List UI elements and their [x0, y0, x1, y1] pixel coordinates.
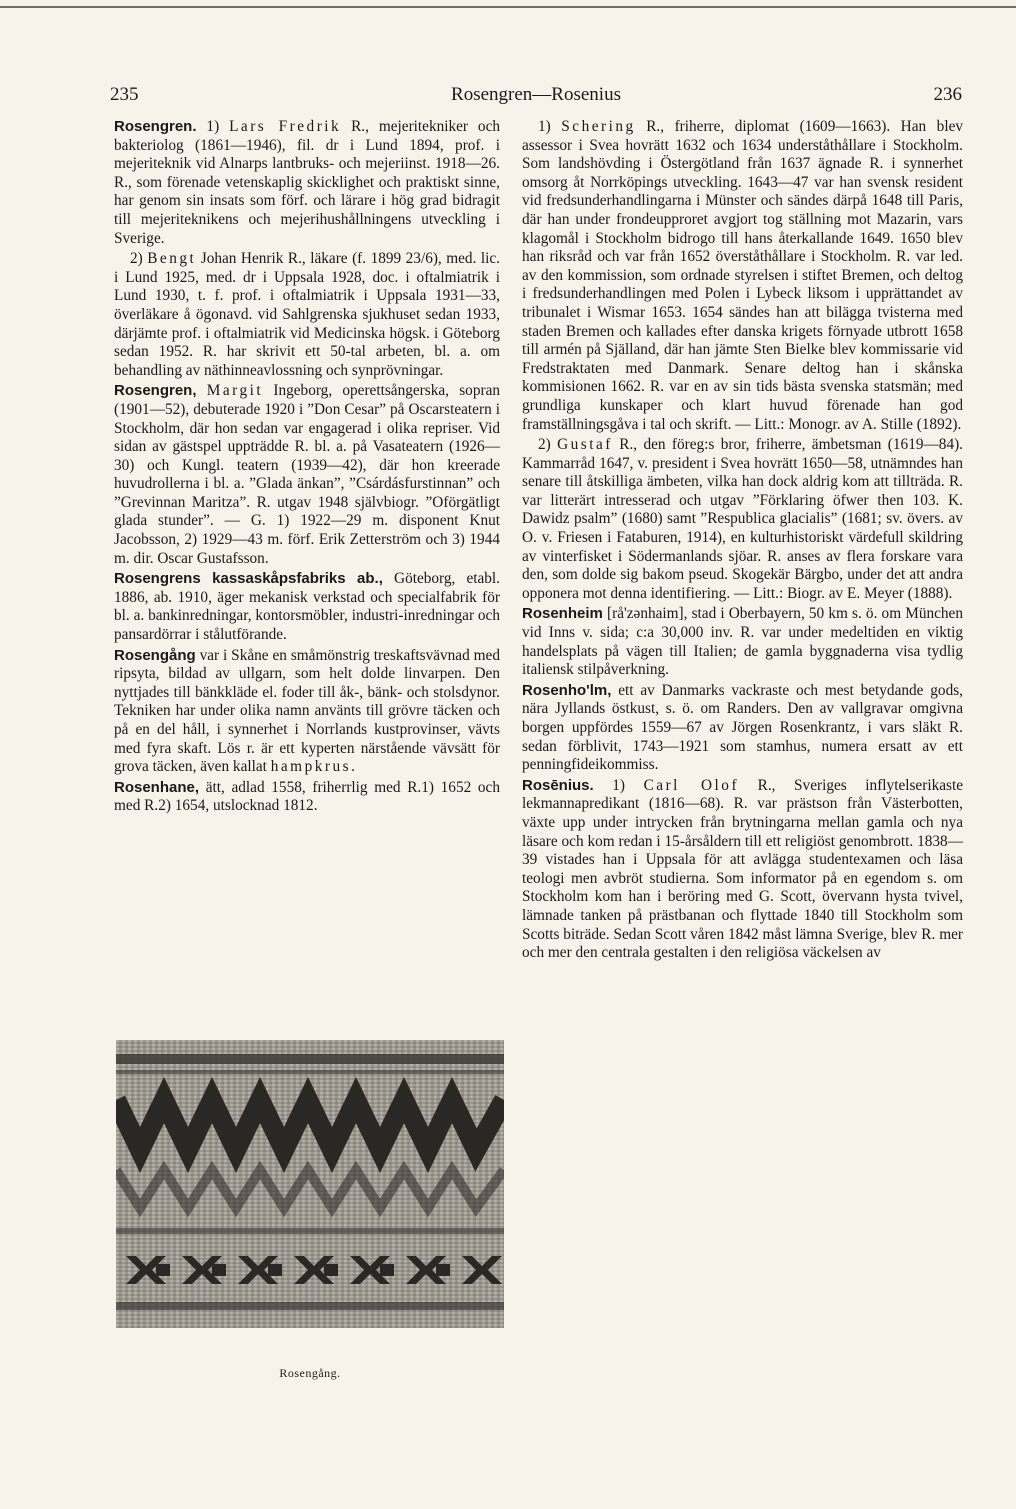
headword: Rosenho'lm,	[522, 681, 612, 699]
page-number-right: 236	[933, 84, 962, 105]
figure-caption: Rosengång.	[279, 1366, 341, 1380]
spaced-name: Bengt	[147, 250, 197, 268]
entry-rosengren-lars: Rosengren. 1) Lars Fredrik R., mejeritekniker och bakteriolog (1861—1946), fil. dr i Lund 1894, prof. i mejeriteknik vid Alnarps lantbruks- och mejeriinst. 1918—26. R., som förenade vetenskaplig skicklighet och praktiskt sinne, har genom sin insats som förf. och lärare i hög grad bidragit till mejeriteknikens och mejerihushållningens utveckling i Sverige.	[114, 118, 501, 247]
entry-rosenius: Rosēnius. 1) Carl Olof R., Sveriges inflytelserikaste lekmannapredikant (1816—68). R. var prästson från Västerbotten, växte upp under intrycken från brytningarna mellan gamla och nya läsare och kom redan i 15-årsåldern till ett religiöst genombrott. 1838—39 vistades han i Uppsala för att avlägga studentexamen och läsa teologi men avbröt studierna. Som informator på en egendom s. om Stockholm kom han i beröring med G. Scott, övervann hysta tvivel, lämnade tanken på prästbanan och flyttade 1840 till Stockholm som Scotts biträde. Sedan Scott våren 1842 måst lämna Sverige, blev R. mer och mer den centrala gestalten i den religiösa väckelsen av	[522, 776, 963, 962]
spaced-name: Schering	[561, 118, 636, 135]
headword: Rosenhane,	[114, 778, 200, 796]
entry-rosengrens-kassaskap: Rosengrens kassaskåpsfabriks ab., Göteborg, etabl. 1886, ab. 1910, äger mekanisk verkstad och specialfabrik för bl. a. bankinredningar, kontorsmöbler, industri-inredningar och pansardörrar i stålutförande.	[114, 570, 501, 644]
entry-rosengren-margit: Rosengren, Margit Ingeborg, operettsångerska, sopran (1901—52), debuterade 1920 i ”Don Cesar” på Oscarsteatern i Stockholm, där hon sedan var engagerad i olika repriser. Vid sidan av gästspel uppträdde R. bl. a. på Vasateatern (1926—30) och Kungl. teatern (1939—42), där hon kreerade huvudrollerna i bl. a. ”Glada änkan”, ”Csárdásfurstinnan” och ”Grevinnan Maritza”. R. utgav 1948 självbiogr. ”Oförgätligt glada stunder”. — G. 1) 1922—29 m. disponent Knut Jacobsson, 2) 1929—43 m. förf. Erik Zetterström och 3) 1944 m. dir. Oscar Gustafsson.	[114, 382, 501, 567]
headword: Rosengren.	[114, 118, 197, 135]
right-column	[522, 118, 963, 965]
entry-rosenholm: Rosenho'lm, ett av Danmarks vackraste och mest betydande gods, nära Jyllands östkust, s. ö. om Randers. Den av vallgravar omgivna borgen uppfördes 1559—67 av Jörgen Rosenkrantz, i vars släkt R. sedan förblivit, 1743—1921 som stamhus, numera ersatt av ett penningfideikommiss.	[522, 681, 963, 774]
entry-rosenhane-gustaf: 2) Gustaf R., den föreg:s bror, friherre, ämbetsman (1619—84). Kammarråd 1647, v. president i Svea hovrätt 1650—58, utnämndes han senare till åtskilliga ämbeten, vilka han dock aldrig kom att tillträda. R. var litterärt intresserad och utgav ”Förklaring öfwer then 103. K. Dawidz psalm” (1680) samt ”Respublica glacialis” (1681; sv. övers. av O. v. Friesen i Fataburen, 1914), en kulturhistoriskt värdefull skildring av vinterfisket i Södermanlands sjöar. R. anses av flera forskare vara den, som dolde sig bakom pseud. Skogekär Bärgbo, under det att andra opponera mot denna identifiering. — Litt.: Biogr. av E. Meyer (1888).	[522, 436, 964, 602]
page-header	[110, 84, 962, 110]
running-title: Rosengren—Rosenius	[451, 84, 621, 105]
entry-rosenhane-schering: 1) Schering R., friherre, diplomat (1609—1663). Han blev assessor i Svea hovrätt 1632 och 1634 underståthållare i Stockholm. Som landshövding i Östergötland från 1637 ägnade R. i synnerhet omsorg åt Norrköpings utveckling. 1643—47 var han svensk resident vid fredsunderhandlingarna i Münster och sändes därpå 1648 till Paris, där han under frondeupproret avgjort tog ställning mot Mazarin, vars klagomål i Stockholm bidrogo till hans återkallande 1649. 1650 blev han riksråd och var från 1652 överståthållare i Stockholm. R. var led. av den kommission, som ordnade styrelsen i stiftet Bremen, och deltog i fredsunderhandlingen med Polen i Lybeck liksom i upprättandet av tribunalet i Wismar 1653. 1654 sändes han att bilägga tvisterna med staden Bremen och kallades efter danska krigets förnyade utbrott 1658 till armén på Själland, där han jämte Sten Bielke blev kommissarie vid Fredstraktaten med Danmark. Senare deltog han i skånska kommisionen 1662. R. var en av sin tids bästa svenska statsmän; med grundliga kunskaper och klart huvud förenade han god framställningsgåva i tal och skrift. — Litt.: Monogr. av A. Stille (1892).	[522, 118, 964, 433]
headword: Rosengren,	[114, 382, 197, 400]
entry-rosengang: Rosengång var i Skåne en småmönstrig treskaftsvävnad med ripsyta, bildad av ullgarn, som helt dolde linvarpen. Den nyttjades till bänkkläde el. foder till åk-, bänk- och stolsdynor. Tekniken har under olika namn använts till grövre täcken och på en del håll, i synnerhet i Norrlands kustprovinser, vävts med fyra skaft. Lös r. är ett kyperten närstående vävsätt för grova täcken, även kallat hampkrus.	[114, 646, 500, 776]
headword: Rosengång	[114, 646, 196, 664]
entry-rosengren-bengt: 2) Bengt Johan Henrik R., läkare (f. 1899 23/6), med. lic. i Lund 1925, med. dr i Uppsala 1928, doc. i oftalmiatrik i Lund 1930, t. f. prof. i oftalmiatrik i Uppsala 1931—33, överläkare å ögonavd. vid Sahlgrenska sjukhuset sedan 1933, därjämte prof. i oftalmiatrik vid Medicinska högsk. i Göteborg sedan 1952. R. har skrivit ett 50-tal arbeten, bl. a. om behandling av näthinneavlossning och synprövningar.	[114, 250, 500, 379]
rosengang-textile-photo	[116, 1040, 504, 1328]
spaced-name: hampkrus.	[270, 758, 358, 776]
headword: Rosēnius.	[522, 776, 594, 794]
left-column	[114, 118, 500, 818]
page-number-left: 235	[110, 84, 139, 105]
spaced-name: Margit	[206, 382, 264, 400]
page-top-rule	[0, 6, 1016, 8]
headword: Rosengrens kassaskåpsfabriks ab.,	[114, 570, 383, 588]
spaced-name: Gustaf	[557, 436, 613, 454]
spaced-name: Lars Fredrik	[229, 118, 342, 135]
spaced-name: Carl Olof	[643, 776, 740, 794]
entry-rosenheim: Rosenheim [rå'zənhaim], stad i Oberbayern, 50 km s. ö. om München vid Inns v. sida; c:a 30,000 inv. R. var under medeltiden en viktig handelsplats på vägen till Italien; de gamla byggnaderna visa tydlig italiensk stilpåverkning.	[522, 605, 963, 679]
headword: Rosenheim	[522, 605, 603, 623]
entry-rosenhane: Rosenhane, ätt, adlad 1558, friherrlig med R.1) 1652 och med R.2) 1654, utslocknad 1812.	[114, 778, 500, 815]
